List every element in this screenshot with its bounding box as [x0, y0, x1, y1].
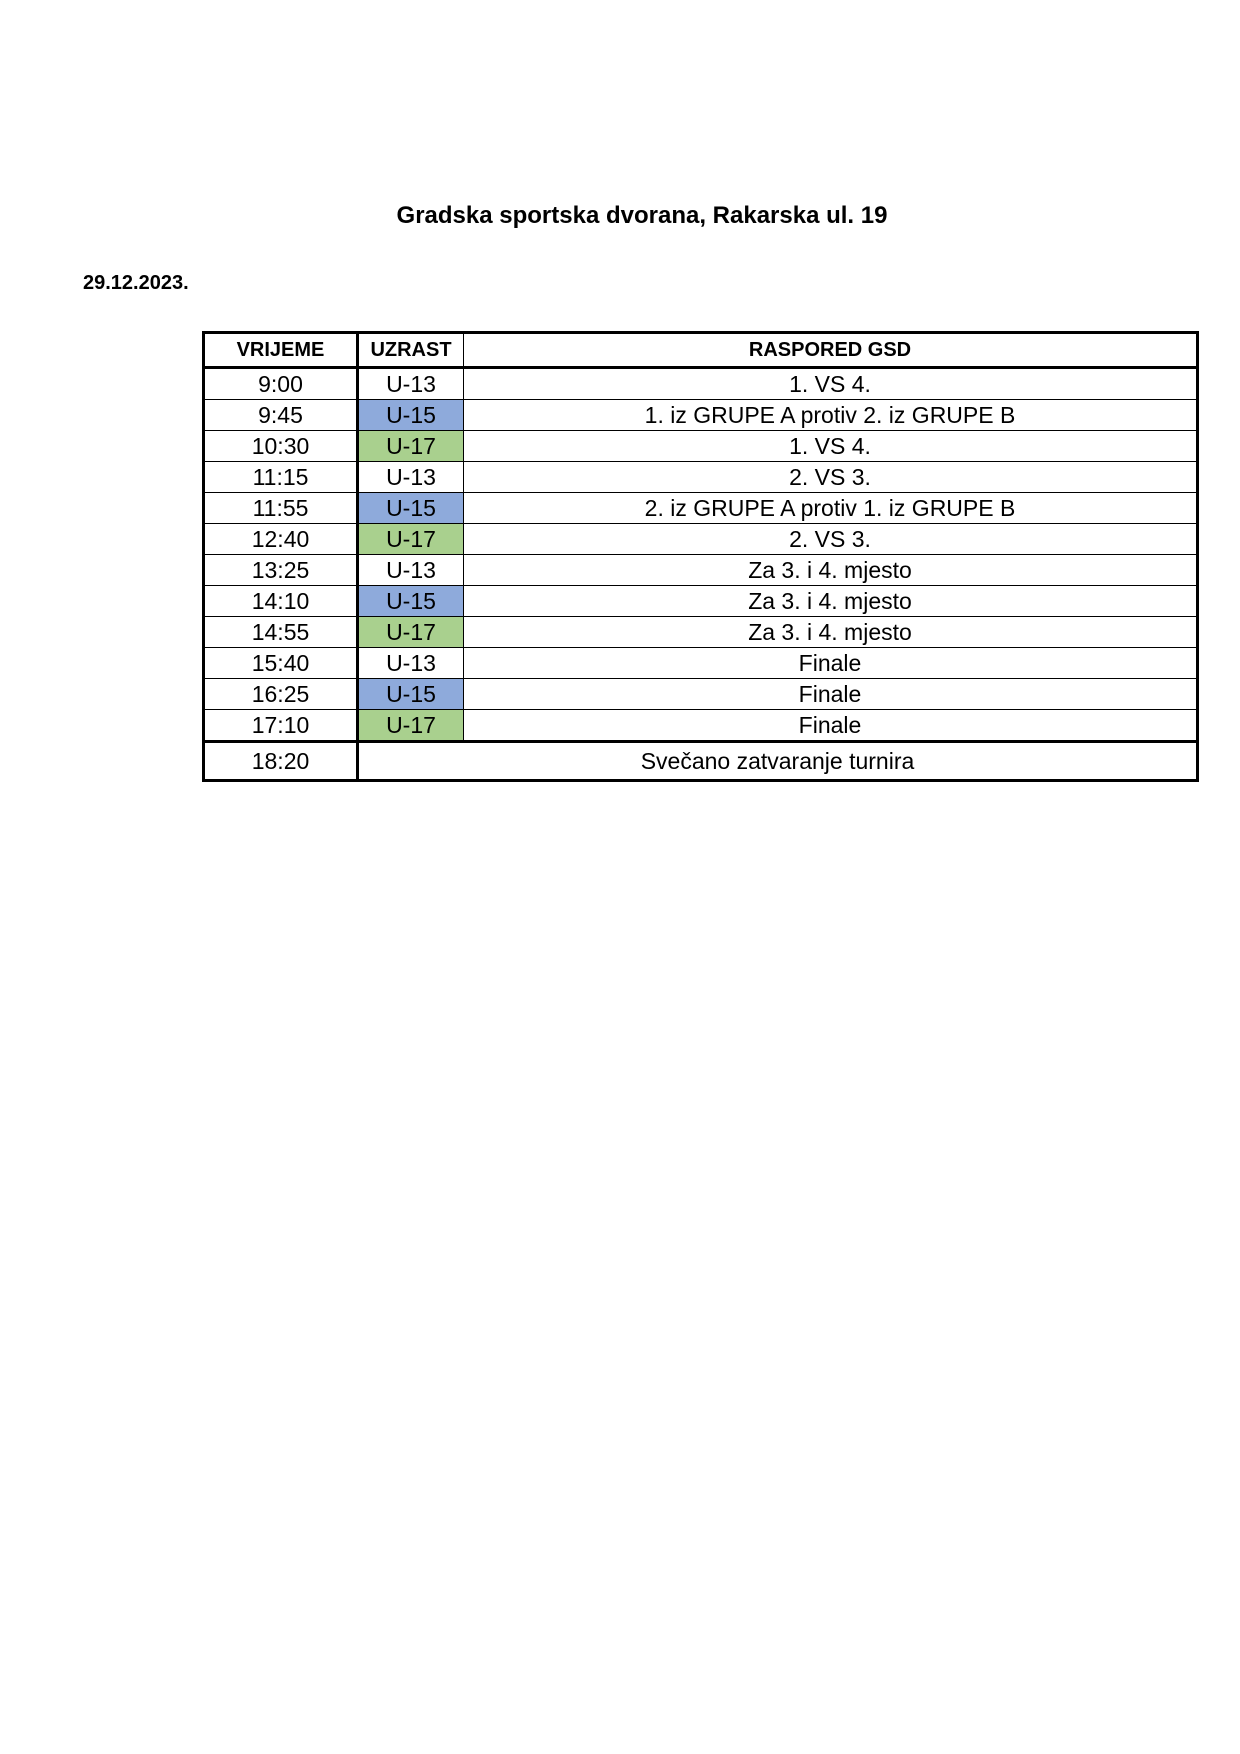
age-cell: U-13 — [358, 462, 464, 493]
age-cell: U-15 — [358, 679, 464, 710]
match-cell: Za 3. i 4. mjesto — [464, 555, 1198, 586]
age-cell: U-17 — [358, 617, 464, 648]
match-cell: 2. iz GRUPE A protiv 1. iz GRUPE B — [464, 493, 1198, 524]
age-cell: U-15 — [358, 586, 464, 617]
time-cell: 15:40 — [204, 648, 358, 679]
age-cell: U-13 — [358, 368, 464, 400]
age-cell: U-15 — [358, 493, 464, 524]
time-cell: 12:40 — [204, 524, 358, 555]
match-cell: Finale — [464, 710, 1198, 742]
match-cell: Finale — [464, 679, 1198, 710]
table-row — [204, 368, 1198, 400]
closing-event-cell: Svečano zatvaranje turnira — [358, 742, 1198, 781]
match-cell: 1. VS 4. — [464, 431, 1198, 462]
header-schedule: RASPORED GSD — [464, 333, 1198, 368]
time-cell: 9:45 — [204, 400, 358, 431]
age-cell: U-13 — [358, 555, 464, 586]
match-cell: 2. VS 3. — [464, 462, 1198, 493]
closing-row — [204, 742, 1198, 781]
age-cell: U-17 — [358, 524, 464, 555]
time-cell: 16:25 — [204, 679, 358, 710]
table-row — [204, 617, 1198, 648]
match-cell: 2. VS 3. — [464, 524, 1198, 555]
table-row — [204, 431, 1198, 462]
match-cell: 1. VS 4. — [464, 368, 1198, 400]
time-cell: 13:25 — [204, 555, 358, 586]
header-age: UZRAST — [358, 333, 464, 368]
time-cell: 10:30 — [204, 431, 358, 462]
schedule-table — [202, 331, 1199, 782]
age-cell: U-17 — [358, 431, 464, 462]
table-row — [204, 710, 1198, 742]
table-header-row — [204, 333, 1198, 368]
table-row — [204, 586, 1198, 617]
time-cell: 14:55 — [204, 617, 358, 648]
match-cell: Za 3. i 4. mjesto — [464, 617, 1198, 648]
page-title: Gradska sportska dvorana, Rakarska ul. 19 — [396, 202, 888, 229]
time-cell: 17:10 — [204, 710, 358, 742]
age-cell: U-15 — [358, 400, 464, 431]
time-cell: 11:55 — [204, 493, 358, 524]
closing-time-cell: 18:20 — [204, 742, 358, 781]
time-cell: 14:10 — [204, 586, 358, 617]
table-row — [204, 493, 1198, 524]
age-cell: U-13 — [358, 648, 464, 679]
table-row — [204, 679, 1198, 710]
header-time: VRIJEME — [204, 333, 358, 368]
time-cell: 9:00 — [204, 368, 358, 400]
table-row — [204, 524, 1198, 555]
schedule-date: 29.12.2023. — [83, 272, 189, 294]
age-cell: U-17 — [358, 710, 464, 742]
table-row — [204, 555, 1198, 586]
table-row — [204, 400, 1198, 431]
table-row — [204, 462, 1198, 493]
time-cell: 11:15 — [204, 462, 358, 493]
table-row — [204, 648, 1198, 679]
match-cell: Finale — [464, 648, 1198, 679]
match-cell: Za 3. i 4. mjesto — [464, 586, 1198, 617]
match-cell: 1. iz GRUPE A protiv 2. iz GRUPE B — [464, 400, 1198, 431]
